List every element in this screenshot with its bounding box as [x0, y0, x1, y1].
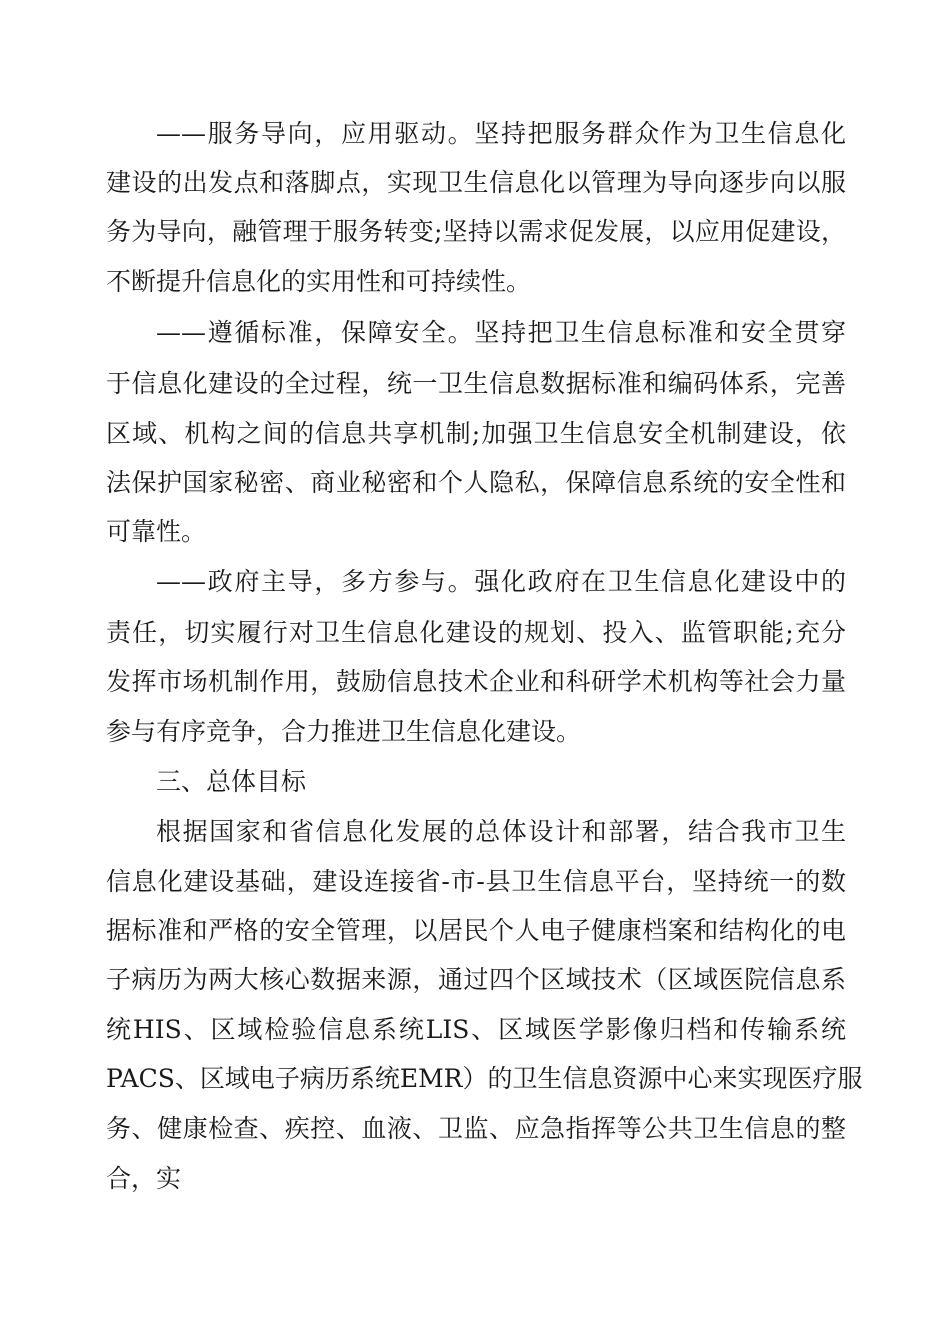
- paragraph-4-line-6: PACS、区域电子病历系统EMR）的卫生信息资源中心来实现医疗服: [106, 1064, 863, 1093]
- paragraph-3-line-2: 责任，切实履行对卫生信息化建设的规划、投入、监管职能;充分: [106, 618, 846, 647]
- section-heading: 三、总体目标: [156, 767, 307, 796]
- paragraph-2-line-2: 于信息化建设的全过程，统一卫生信息数据标准和编码体系，完善: [106, 369, 846, 398]
- paragraph-4-line-8: 合，实: [106, 1164, 182, 1193]
- paragraph-4-line-1: 根据国家和省信息化发展的总体设计和部署，结合我市卫生: [156, 817, 846, 846]
- paragraph-2-line-1: ——遵循标准，保障安全。坚持把卫生信息标准和安全贯穿: [156, 318, 846, 347]
- paragraph-3-line-1: ——政府主导，多方参与。强化政府在卫生信息化建设中的: [156, 567, 846, 596]
- paragraph-4-line-2: 信息化建设基础，建设连接省-市-县卫生信息平台，坚持统一的数: [106, 867, 846, 896]
- paragraph-4-line-4: 子病历为两大核心数据来源，通过四个区域技术（区域医院信息系: [106, 965, 846, 994]
- paragraph-4-line-3: 据标准和严格的安全管理，以居民个人电子健康档案和结构化的电: [106, 916, 846, 945]
- paragraph-1-line-1: ——服务导向，应用驱动。坚持把服务群众作为卫生信息化: [156, 119, 846, 148]
- paragraph-1-line-3: 务为导向，融管理于服务转变;坚持以需求促发展，以应用促建设，: [106, 217, 846, 246]
- paragraph-3-line-4: 参与有序竞争，合力推进卫生信息化建设。: [106, 717, 582, 746]
- paragraph-2-line-5: 可靠性。: [106, 517, 207, 546]
- paragraph-1-line-2: 建设的出发点和落脚点，实现卫生信息化以管理为导向逐步向以服: [106, 168, 846, 197]
- paragraph-3-line-3: 发挥市场机制作用，鼓励信息技术企业和科研学术机构等社会力量: [106, 667, 846, 696]
- paragraph-2-line-3: 区域、机构之间的信息共享机制;加强卫生信息安全机制建设，依: [106, 419, 846, 448]
- paragraph-2-line-4: 法保护国家秘密、商业秘密和个人隐私，保障信息系统的安全性和: [106, 468, 846, 497]
- paragraph-4-line-5: 统HIS、区域检验信息系统LIS、区域医学影像归档和传输系统: [106, 1015, 846, 1044]
- paragraph-4-line-7: 务、健康检查、疾控、血液、卫监、应急指挥等公共卫生信息的整: [106, 1114, 846, 1143]
- paragraph-1-line-4: 不断提升信息化的实用性和可持续性。: [106, 267, 532, 296]
